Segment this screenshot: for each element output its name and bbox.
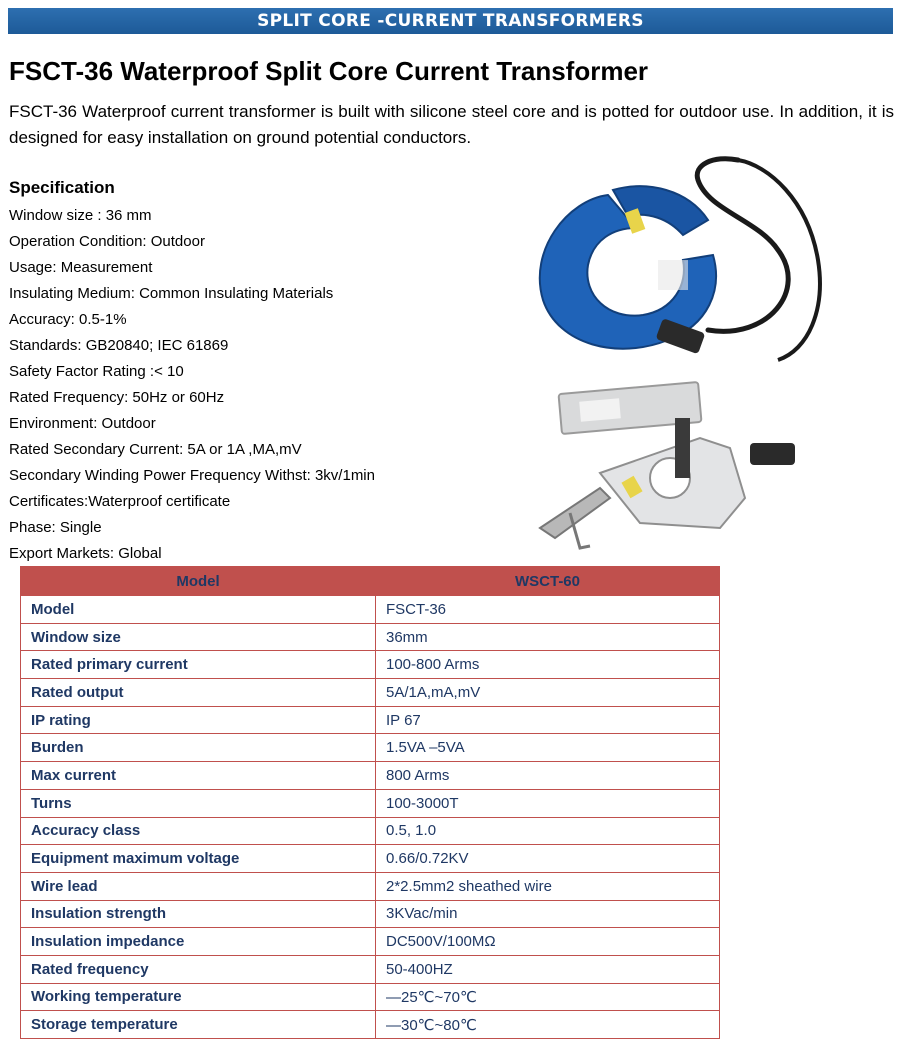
spec-item: Certificates:Waterproof certificate <box>9 493 231 510</box>
page-title: FSCT-36 Waterproof Split Core Current Transformer <box>9 56 649 86</box>
param-value: 100-800 Arms <box>376 651 720 679</box>
table-header-cell: Model <box>21 567 376 596</box>
table-row <box>21 955 720 983</box>
section-banner: SPLIT CORE -CURRENT TRANSFORMERS <box>8 8 893 34</box>
table-row <box>21 928 720 956</box>
param-name: Accuracy class <box>21 817 376 845</box>
param-value: 800 Arms <box>376 762 720 790</box>
table-header-row <box>21 567 720 596</box>
param-value: 0.66/0.72KV <box>376 845 720 873</box>
spec-item: Safety Factor Rating :< 10 <box>9 363 184 380</box>
table-row <box>21 596 720 624</box>
param-name: Max current <box>21 762 376 790</box>
table-row <box>21 789 720 817</box>
param-value: IP 67 <box>376 706 720 734</box>
param-name: Rated primary current <box>21 651 376 679</box>
param-value: 3KVac/min <box>376 900 720 928</box>
table-row <box>21 762 720 790</box>
param-value: FSCT-36 <box>376 596 720 624</box>
param-name: Rated frequency <box>21 955 376 983</box>
param-name: Insulation strength <box>21 900 376 928</box>
param-name: Working temperature <box>21 983 376 1011</box>
table-row <box>21 706 720 734</box>
spec-item: Phase: Single <box>9 519 102 536</box>
spec-item: Window size : 36 mm <box>9 207 152 224</box>
param-value: 100-3000T <box>376 789 720 817</box>
param-name: Burden <box>21 734 376 762</box>
table-row <box>21 983 720 1011</box>
param-name: Wire lead <box>21 872 376 900</box>
param-name: Window size <box>21 623 376 651</box>
spec-item: Rated Frequency: 50Hz or 60Hz <box>9 389 225 406</box>
spec-item: Accuracy: 0.5-1% <box>9 311 127 328</box>
table-row <box>21 651 720 679</box>
table-row <box>21 900 720 928</box>
spec-item: Standards: GB20840; IEC 61869 <box>9 337 229 354</box>
specification-table <box>20 566 720 1039</box>
spec-item: Secondary Winding Power Frequency Withst: 3kv/1min <box>9 467 375 484</box>
param-name: Equipment maximum voltage <box>21 845 376 873</box>
param-name: Model <box>21 596 376 624</box>
table-header-cell: WSCT-60 <box>376 567 720 596</box>
clamp-ct-photo-icon <box>530 378 820 558</box>
param-value: 36mm <box>376 623 720 651</box>
param-name: Rated output <box>21 679 376 707</box>
table-row <box>21 679 720 707</box>
param-name: Storage temperature <box>21 1011 376 1039</box>
specification-heading: Specification <box>9 178 115 197</box>
spec-item: Environment: Outdoor <box>9 415 156 432</box>
param-name: Turns <box>21 789 376 817</box>
intro-paragraph: FSCT-36 Waterproof current transformer is built with silicone steel core and is potted for outdoor use. In addition, it is designed for easy installation on ground potential conductors. <box>9 102 894 147</box>
param-name: IP rating <box>21 706 376 734</box>
param-value: —30℃~80℃ <box>376 1011 720 1039</box>
spec-item: Insulating Medium: Common Insulating Materials <box>9 285 334 302</box>
spec-item: Operation Condition: Outdoor <box>9 233 205 250</box>
spec-item: Rated Secondary Current: 5A or 1A ,MA,mV <box>9 441 302 458</box>
spec-item: Usage: Measurement <box>9 259 153 276</box>
param-value: DC500V/100MΩ <box>376 928 720 956</box>
specification-list <box>9 203 375 567</box>
param-value: 0.5, 1.0 <box>376 817 720 845</box>
table-row <box>21 845 720 873</box>
param-value: —25℃~70℃ <box>376 983 720 1011</box>
param-value: 50-400HZ <box>376 955 720 983</box>
table-row <box>21 817 720 845</box>
table-row <box>21 1011 720 1039</box>
table-row <box>21 872 720 900</box>
table-row <box>21 734 720 762</box>
param-name: Insulation impedance <box>21 928 376 956</box>
spec-item: Export Markets: Global <box>9 545 162 562</box>
param-value: 1.5VA –5VA <box>376 734 720 762</box>
param-value: 2*2.5mm2 sheathed wire <box>376 872 720 900</box>
param-value: 5A/1A,mA,mV <box>376 679 720 707</box>
split-core-ct-photo-icon <box>508 140 838 370</box>
table-row <box>21 623 720 651</box>
